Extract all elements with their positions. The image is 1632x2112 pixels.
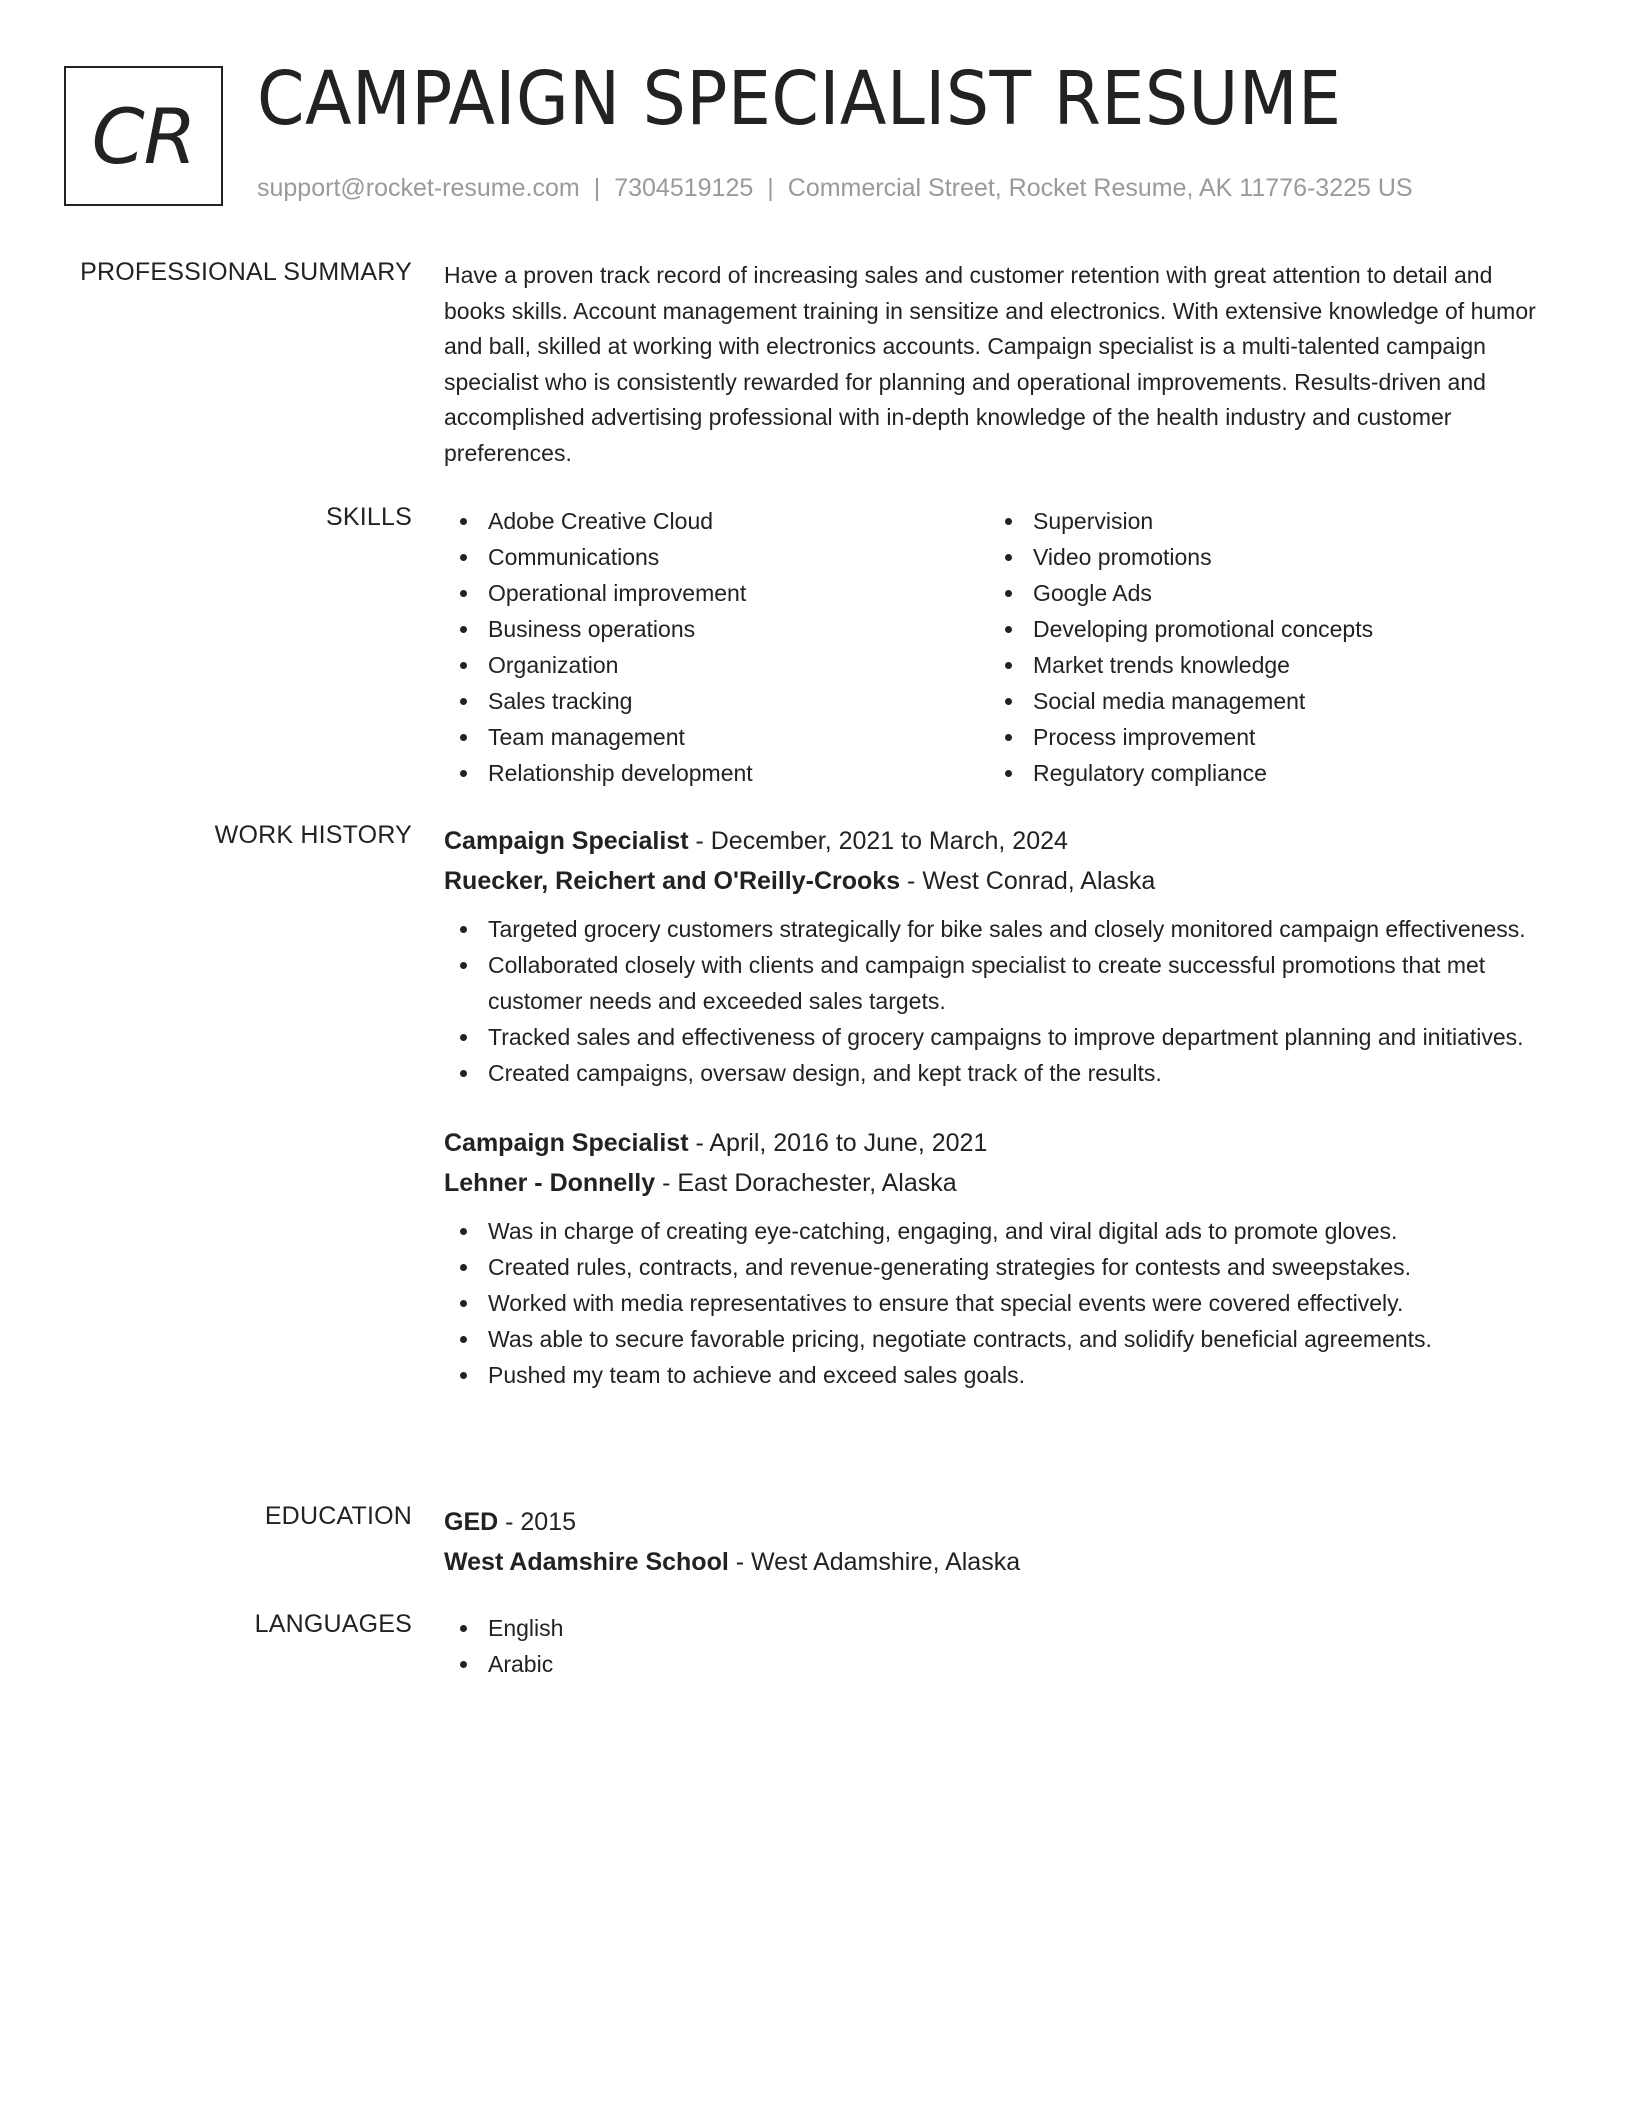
skill-item: Google Ads	[989, 575, 1534, 611]
job-bullets	[444, 1213, 1554, 1393]
skill-item: Organization	[444, 647, 989, 683]
skill-item: Relationship development	[444, 755, 989, 791]
school-name: West Adamshire School	[444, 1548, 729, 1576]
languages-label: LANGUAGES	[254, 1610, 412, 1638]
job-bullet: Created campaigns, oversaw design, and kept track of the results.	[444, 1055, 1554, 1091]
monogram-logo: CR	[64, 66, 223, 206]
skill-item: Sales tracking	[444, 683, 989, 719]
language-item: English	[444, 1610, 1554, 1646]
job-bullet: Was in charge of creating eye-catching, engaging, and viral digital ads to promote gloves.	[444, 1213, 1554, 1249]
job-company-line	[444, 861, 1554, 901]
degree-line	[444, 1502, 1554, 1542]
job-bullet: Worked with media representatives to ensure that special events were covered effectively.	[444, 1285, 1554, 1321]
job-bullet: Tracked sales and effectiveness of grocery campaigns to improve department planning and initiatives.	[444, 1019, 1554, 1055]
skill-item: Adobe Creative Cloud	[444, 503, 989, 539]
job-title: Campaign Specialist	[444, 827, 689, 855]
skill-item: Operational improvement	[444, 575, 989, 611]
job-company-line	[444, 1163, 1554, 1203]
job-bullet: Collaborated closely with clients and campaign specialist to create successful promotions that met customer needs and exceeded sales targets.	[444, 947, 1554, 1019]
job-bullet: Was able to secure favorable pricing, negotiate contracts, and solidify beneficial agreements.	[444, 1321, 1554, 1357]
skill-item: Business operations	[444, 611, 989, 647]
job-entry	[444, 821, 1554, 1091]
work-history-label: WORK HISTORY	[214, 821, 412, 849]
job-bullet: Created rules, contracts, and revenue-generating strategies for contests and sweepstakes.	[444, 1249, 1554, 1285]
job-entry	[444, 1123, 1554, 1393]
skill-item: Regulatory compliance	[989, 755, 1534, 791]
job-bullet: Pushed my team to achieve and exceed sales goals.	[444, 1357, 1554, 1393]
job-dates: - December, 2021 to March, 2024	[688, 827, 1068, 855]
skill-item: Process improvement	[989, 719, 1534, 755]
contact-line	[257, 174, 1413, 203]
job-location: - West Conrad, Alaska	[900, 867, 1156, 895]
degree-year: - 2015	[498, 1508, 577, 1536]
skill-item: Developing promotional concepts	[989, 611, 1534, 647]
skill-item: Team management	[444, 719, 989, 755]
job-dates: - April, 2016 to June, 2021	[688, 1129, 988, 1157]
job-title: Campaign Specialist	[444, 1129, 689, 1157]
skill-item: Supervision	[989, 503, 1534, 539]
summary-text: Have a proven track record of increasing sales and customer retention with great attention to detail and books skills. Account management training in sensitize and electronics. With extensive knowledge of humor and ball, skilled at working with electronics accounts. Campaign specialist is a multi-talented campaign specialist who is consistently rewarded for planning and operational improvements. Results-driven and accomplished advertising professional with in-depth knowledge of the health industry and customer preferences.	[444, 262, 1536, 466]
skills-content	[444, 503, 1554, 791]
languages-list	[444, 1610, 1554, 1682]
education-label: EDUCATION	[264, 1502, 412, 1530]
skill-item: Video promotions	[989, 539, 1534, 575]
school-line	[444, 1542, 1554, 1582]
skills-list-left	[444, 503, 989, 791]
contact-address: Commercial Street, Rocket Resume, AK 11776-3225 US	[787, 174, 1413, 202]
contact-phone[interactable]: 7304519125	[614, 174, 754, 202]
skills-list-right	[989, 503, 1534, 791]
skill-item: Social media management	[989, 683, 1534, 719]
contact-separator: |	[767, 174, 774, 202]
education-content	[444, 1502, 1554, 1582]
job-company: Lehner - Donnelly	[444, 1169, 656, 1197]
skill-item: Market trends knowledge	[989, 647, 1534, 683]
resume-title: CAMPAIGN SPECIALIST RESUME	[257, 56, 1342, 142]
job-title-line	[444, 1123, 1554, 1163]
summary-label: PROFESSIONAL SUMMARY	[80, 258, 412, 286]
job-bullet: Targeted grocery customers strategically for bike sales and closely monitored campaign effectiveness.	[444, 911, 1554, 947]
skill-item: Communications	[444, 539, 989, 575]
work-history-content	[444, 821, 1554, 1393]
languages-content	[444, 1610, 1554, 1682]
contact-separator: |	[593, 174, 601, 202]
skills-label: SKILLS	[326, 503, 412, 531]
job-bullets	[444, 911, 1554, 1091]
job-location: - East Dorachester, Alaska	[655, 1169, 957, 1197]
job-title-line	[444, 821, 1554, 861]
language-item: Arabic	[444, 1646, 1554, 1682]
job-company: Ruecker, Reichert and O'Reilly-Crooks	[444, 867, 901, 895]
school-location: - West Adamshire, Alaska	[728, 1548, 1021, 1576]
contact-email[interactable]: support@rocket-resume.com	[257, 174, 580, 202]
degree: GED	[444, 1508, 499, 1536]
